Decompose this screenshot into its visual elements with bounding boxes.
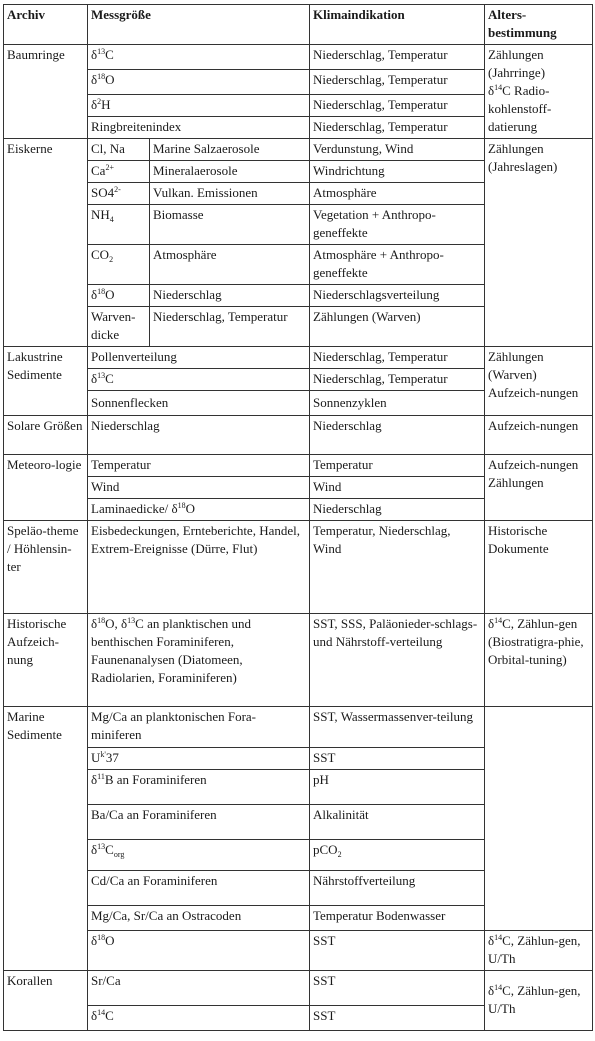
measure-cell: $\delta^{13}C$	[88, 369, 310, 391]
source-cell: Biomasse	[150, 205, 310, 245]
archive-korallen: Korallen	[4, 971, 88, 1031]
climate-cell: Niederschlag, Temperatur	[310, 347, 485, 369]
table-row	[4, 614, 593, 707]
dating-korallen: $\delta^{14}C$, Zählun-gen, U/Th	[485, 971, 593, 1031]
measure-cell: Ba/Ca an Foraminiferen	[88, 805, 310, 840]
measure-cell: Laminaedicke/ $\delta^{18}O$	[88, 499, 310, 521]
dating-marine-empty	[485, 707, 593, 931]
header-measure: Messgröße	[88, 5, 310, 45]
measure-cell: Cl, Na	[88, 139, 150, 161]
climate-cell: Nährstoffverteilung	[310, 871, 485, 906]
measure-cell: $\delta^2H$	[88, 95, 310, 117]
source-cell: Niederschlag, Temperatur	[150, 307, 310, 347]
climate-cell: pCO$_2$	[310, 840, 485, 871]
climate-cell: Temperatur Bodenwasser	[310, 906, 485, 931]
climate-cell: Niederschlag	[310, 499, 485, 521]
dating-solare: Aufzeich-nungen	[485, 416, 593, 455]
measure-cell: $NH_4$	[88, 205, 150, 245]
climate-cell: Niederschlag, Temperatur	[310, 117, 485, 139]
climate-cell: Atmosphäre	[310, 183, 485, 205]
measure-cell: Sr/Ca	[88, 971, 310, 1006]
archive-solare: Solare Größen	[4, 416, 88, 455]
measure-cell: Wind	[88, 477, 310, 499]
measure-cell: Pollenverteilung	[88, 347, 310, 369]
climate-cell: Verdunstung, Wind	[310, 139, 485, 161]
measure-cell: $\delta^{14}C$	[88, 1006, 310, 1031]
dating-marine: $\delta^{14}C$, Zählun-gen, U/Th	[485, 931, 593, 971]
source-cell: Marine Salzaerosole	[150, 139, 310, 161]
measure-cell: Eisbedeckungen, Ernteberichte, Handel, Extrem-Ereignisse (Dürre, Flut)	[88, 521, 310, 614]
measure-cell: $\delta^{18}O$	[88, 931, 310, 971]
measure-cell: $Ca^{2+}$	[88, 161, 150, 183]
measure-cell: Warven-dicke	[88, 307, 150, 347]
climate-cell: Wind	[310, 477, 485, 499]
archive-eiskerne: Eiskerne	[4, 139, 88, 347]
archive-marine: Marine Sedimente	[4, 707, 88, 971]
climate-cell: SST	[310, 1006, 485, 1031]
measure-cell: $SO4^{2-}$	[88, 183, 150, 205]
climate-cell: Vegetation + Anthropo-geneffekte	[310, 205, 485, 245]
climate-cell: SST	[310, 931, 485, 971]
climate-cell: Niederschlag, Temperatur	[310, 95, 485, 117]
header-climate: Klimaindikation	[310, 5, 485, 45]
climate-cell: Niederschlag	[310, 416, 485, 455]
climate-cell: Atmosphäre + Anthropo-geneffekte	[310, 245, 485, 285]
archive-speleo: Speläo-theme / Höhlensin-ter	[4, 521, 88, 614]
dating-speleo: Historische Dokumente	[485, 521, 593, 614]
measure-cell: $\delta^{18}O$	[88, 285, 150, 307]
measure-cell: $\delta^{18}O$	[88, 70, 310, 95]
climate-cell: Niederschlag, Temperatur	[310, 45, 485, 70]
measure-cell: Cd/Ca an Foraminiferen	[88, 871, 310, 906]
table-row	[4, 416, 593, 455]
table-header-row	[4, 5, 593, 45]
measure-cell: $U^{k'}37$	[88, 748, 310, 770]
climate-cell: Sonnenzyklen	[310, 391, 485, 416]
archive-lakustrine: Lakustrine Sedimente	[4, 347, 88, 416]
climate-cell: Windrichtung	[310, 161, 485, 183]
dating-historische: $\delta^{14}C$, Zählun-gen (Biostratigra-phie, Orbital-tuning)	[485, 614, 593, 707]
measure-cell: $CO_2$	[88, 245, 150, 285]
source-cell: Mineralaerosole	[150, 161, 310, 183]
measure-cell: $\delta^{13}C$	[88, 45, 310, 70]
measure-cell: $\delta^{13}C_{org}$	[88, 840, 310, 871]
climate-cell: SST	[310, 748, 485, 770]
measure-cell: Temperatur	[88, 455, 310, 477]
measure-cell: $\delta^{11}B$ an Foraminiferen	[88, 770, 310, 805]
measure-cell: Ringbreitenindex	[88, 117, 310, 139]
dating-baumringe: Zählungen (Jahrringe) $\delta^{14}C$ Radio-kohlenstoff-datierung	[485, 45, 593, 139]
climate-archive-table	[3, 4, 593, 1031]
table-row	[4, 455, 593, 477]
measure-cell: Mg/Ca an planktonischen Fora-miniferen	[88, 707, 310, 748]
archive-baumringe: Baumringe	[4, 45, 88, 139]
measure-cell: Niederschlag	[88, 416, 310, 455]
climate-cell: Niederschlag, Temperatur	[310, 369, 485, 391]
climate-cell: pH	[310, 770, 485, 805]
table-row	[4, 347, 593, 369]
table-row	[4, 931, 593, 971]
dating-meteorologie: Aufzeich-nungen Zählungen	[485, 455, 593, 521]
measure-cell: $\delta^{18}O$, $\delta^{13}C$ an planktischen und benthischen Foraminiferen, Faunenanalysen (Diatomeen, Radiolarien, Foraminiferen)	[88, 614, 310, 707]
table-row	[4, 707, 593, 748]
source-cell: Niederschlag	[150, 285, 310, 307]
table-row	[4, 45, 593, 70]
climate-cell: SST, Wassermassenver-teilung	[310, 707, 485, 748]
climate-cell: Niederschlag, Temperatur	[310, 70, 485, 95]
table-row	[4, 971, 593, 1006]
table-row	[4, 521, 593, 614]
source-cell: Vulkan. Emissionen	[150, 183, 310, 205]
climate-cell: Temperatur, Niederschlag, Wind	[310, 521, 485, 614]
table-row	[4, 139, 593, 161]
header-dating: Alters- bestimmung	[485, 5, 593, 45]
climate-cell: SST	[310, 971, 485, 1006]
source-cell: Atmosphäre	[150, 245, 310, 285]
climate-cell: Alkalinität	[310, 805, 485, 840]
measure-cell: Mg/Ca, Sr/Ca an Ostracoden	[88, 906, 310, 931]
header-archive: Archiv	[4, 5, 88, 45]
climate-cell: SST, SSS, Paläonieder-schlags- und Nährstoff-verteilung	[310, 614, 485, 707]
archive-historische: Historische Aufzeich-nung	[4, 614, 88, 707]
climate-cell: Temperatur	[310, 455, 485, 477]
dating-lakustrine: Zählungen (Warven) Aufzeich-nungen	[485, 347, 593, 416]
measure-cell: Sonnenflecken	[88, 391, 310, 416]
climate-cell: Niederschlagsverteilung	[310, 285, 485, 307]
climate-cell: Zählungen (Warven)	[310, 307, 485, 347]
dating-eiskerne: Zählungen (Jahreslagen)	[485, 139, 593, 347]
archive-meteorologie: Meteoro-logie	[4, 455, 88, 521]
